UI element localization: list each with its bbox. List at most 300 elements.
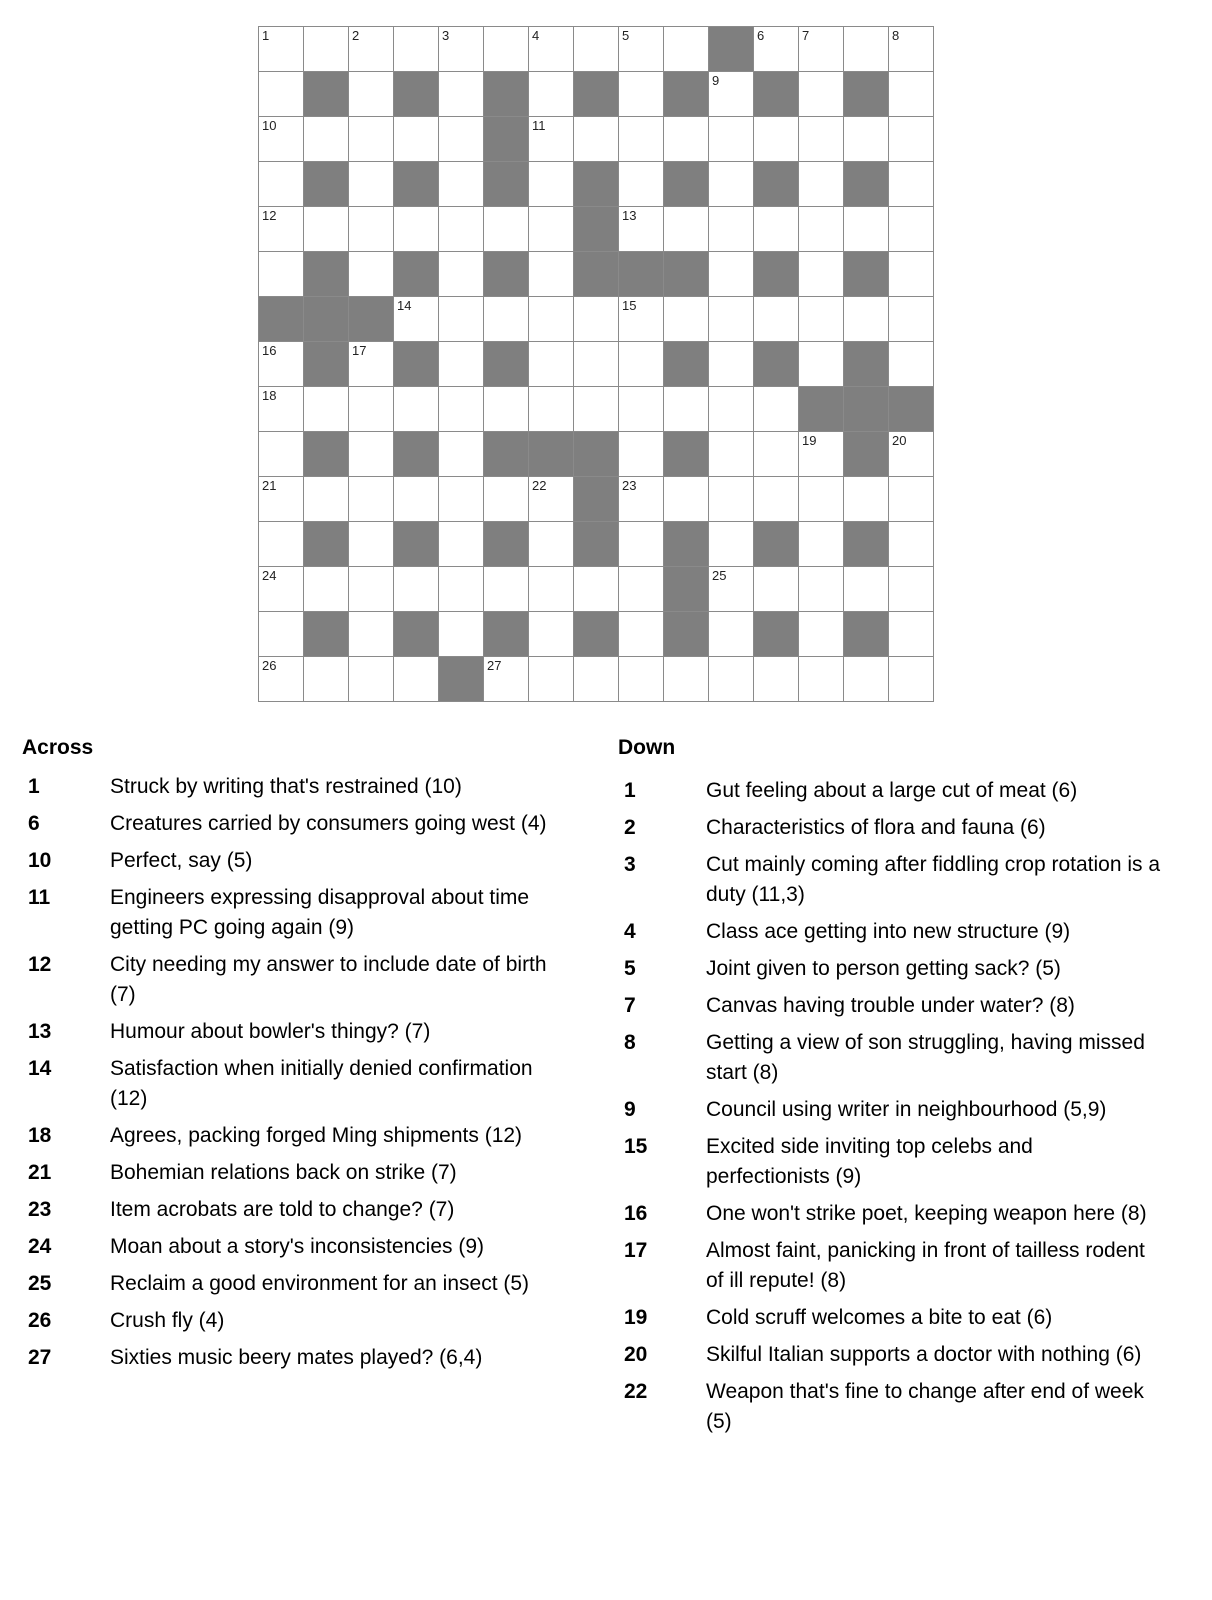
grid-cell[interactable] bbox=[754, 477, 799, 522]
grid-cell[interactable] bbox=[259, 522, 304, 567]
grid-cell[interactable] bbox=[529, 72, 574, 117]
grid-cell[interactable] bbox=[844, 567, 889, 612]
grid-cell[interactable] bbox=[529, 162, 574, 207]
grid-cell[interactable] bbox=[754, 297, 799, 342]
grid-cell[interactable] bbox=[259, 387, 304, 432]
grid-cell[interactable] bbox=[529, 387, 574, 432]
grid-cell[interactable] bbox=[664, 297, 709, 342]
grid-cell[interactable] bbox=[439, 522, 484, 567]
grid-cell[interactable] bbox=[889, 432, 934, 477]
grid-cell[interactable] bbox=[439, 567, 484, 612]
down-clue[interactable] bbox=[618, 1199, 1162, 1229]
grid-cell[interactable] bbox=[529, 207, 574, 252]
black-square bbox=[574, 162, 619, 207]
cell-number: 3 bbox=[442, 28, 450, 43]
across-clue[interactable] bbox=[22, 1306, 550, 1336]
grid-cell[interactable] bbox=[439, 252, 484, 297]
clue-number: 1 bbox=[624, 779, 636, 802]
grid-cell[interactable] bbox=[304, 567, 349, 612]
clue-text: Humour about bowler's thingy? (7) bbox=[110, 1020, 431, 1043]
black-square bbox=[304, 432, 349, 477]
grid-cell[interactable] bbox=[799, 657, 844, 702]
across-clue[interactable] bbox=[22, 846, 550, 876]
cell-number: 27 bbox=[487, 658, 502, 673]
grid-cell[interactable] bbox=[799, 252, 844, 297]
grid-cell[interactable] bbox=[754, 117, 799, 162]
grid-cell[interactable] bbox=[304, 477, 349, 522]
clue-number: 22 bbox=[624, 1380, 648, 1403]
grid-cell[interactable] bbox=[754, 27, 799, 72]
grid-row bbox=[259, 342, 934, 387]
grid-cell[interactable] bbox=[844, 477, 889, 522]
grid-cell[interactable] bbox=[349, 387, 394, 432]
grid-cell[interactable] bbox=[709, 387, 754, 432]
black-square bbox=[304, 342, 349, 387]
grid-cell[interactable] bbox=[484, 657, 529, 702]
grid-cell[interactable] bbox=[799, 72, 844, 117]
grid-cell[interactable] bbox=[259, 567, 304, 612]
black-square bbox=[394, 612, 439, 657]
cell-number: 1 bbox=[262, 28, 270, 43]
black-square bbox=[754, 522, 799, 567]
black-square bbox=[484, 522, 529, 567]
down-clue[interactable] bbox=[618, 776, 1162, 806]
clue-text: Joint given to person getting sack? (5) bbox=[706, 957, 1061, 980]
grid-cell[interactable] bbox=[349, 657, 394, 702]
cell-number: 8 bbox=[892, 28, 900, 43]
black-square bbox=[574, 612, 619, 657]
clue-text: Weapon that's fine to change after end of week (5) bbox=[706, 1380, 1144, 1433]
clue-text: City needing my answer to include date of birth (7) bbox=[110, 953, 547, 1006]
grid-cell[interactable] bbox=[394, 207, 439, 252]
grid-cell[interactable] bbox=[304, 387, 349, 432]
grid-cell[interactable] bbox=[349, 72, 394, 117]
grid-cell[interactable] bbox=[394, 387, 439, 432]
grid-cell[interactable] bbox=[754, 387, 799, 432]
cell-number: 20 bbox=[892, 433, 907, 448]
grid-cell[interactable] bbox=[799, 162, 844, 207]
grid-cell[interactable] bbox=[349, 207, 394, 252]
black-square bbox=[799, 387, 844, 432]
black-square bbox=[394, 522, 439, 567]
grid-cell[interactable] bbox=[889, 342, 934, 387]
clue-number: 18 bbox=[28, 1124, 52, 1147]
grid-cell[interactable] bbox=[484, 297, 529, 342]
across-clue[interactable] bbox=[22, 1054, 550, 1114]
grid-cell[interactable] bbox=[304, 207, 349, 252]
grid-cell[interactable] bbox=[349, 477, 394, 522]
down-clue[interactable] bbox=[618, 1303, 1162, 1333]
crossword-grid bbox=[258, 26, 934, 702]
black-square bbox=[619, 252, 664, 297]
grid-cell[interactable] bbox=[799, 27, 844, 72]
clue-text: Excited side inviting top celebs and perfectionists (9) bbox=[706, 1135, 1033, 1188]
cell-number: 23 bbox=[622, 478, 637, 493]
grid-cell[interactable] bbox=[799, 207, 844, 252]
grid-cell[interactable] bbox=[394, 477, 439, 522]
across-clue[interactable] bbox=[22, 1232, 550, 1262]
cell-number: 10 bbox=[262, 118, 277, 133]
grid-cell[interactable] bbox=[709, 477, 754, 522]
across-clue[interactable] bbox=[22, 1017, 550, 1047]
down-clue-list bbox=[618, 776, 1162, 1444]
cell-number: 5 bbox=[622, 28, 630, 43]
grid-cell[interactable] bbox=[664, 477, 709, 522]
clue-number: 11 bbox=[28, 886, 51, 909]
grid-cell[interactable] bbox=[889, 27, 934, 72]
grid-cell[interactable] bbox=[664, 657, 709, 702]
grid-cell[interactable] bbox=[484, 477, 529, 522]
cell-number: 24 bbox=[262, 568, 277, 583]
grid-cell[interactable] bbox=[529, 252, 574, 297]
grid-cell[interactable] bbox=[889, 612, 934, 657]
grid-cell[interactable] bbox=[529, 477, 574, 522]
grid-row bbox=[259, 297, 934, 342]
black-square bbox=[574, 432, 619, 477]
black-square bbox=[754, 72, 799, 117]
grid-cell[interactable] bbox=[574, 342, 619, 387]
grid-cell[interactable] bbox=[349, 342, 394, 387]
clue-number: 24 bbox=[28, 1235, 52, 1258]
grid-cell[interactable] bbox=[349, 432, 394, 477]
grid-cell[interactable] bbox=[844, 27, 889, 72]
grid-cell[interactable] bbox=[799, 297, 844, 342]
grid-cell[interactable] bbox=[349, 162, 394, 207]
cell-number: 11 bbox=[532, 118, 546, 133]
grid-cell[interactable] bbox=[349, 117, 394, 162]
clue-text: Perfect, say (5) bbox=[110, 849, 253, 872]
clue-number: 21 bbox=[28, 1161, 52, 1184]
grid-cell[interactable] bbox=[574, 657, 619, 702]
down-clue[interactable] bbox=[618, 1340, 1162, 1370]
black-square bbox=[844, 612, 889, 657]
clue-number: 16 bbox=[624, 1202, 648, 1225]
clue-number: 9 bbox=[624, 1098, 636, 1121]
black-square bbox=[484, 162, 529, 207]
clue-text: Class ace getting into new structure (9) bbox=[706, 920, 1071, 943]
grid-cell[interactable] bbox=[889, 477, 934, 522]
black-square bbox=[754, 342, 799, 387]
black-square bbox=[394, 432, 439, 477]
grid-cell[interactable] bbox=[304, 27, 349, 72]
grid-cell[interactable] bbox=[889, 522, 934, 567]
grid-cell[interactable] bbox=[259, 252, 304, 297]
down-clue[interactable] bbox=[618, 1377, 1162, 1437]
clue-number: 26 bbox=[28, 1309, 52, 1332]
grid-cell[interactable] bbox=[619, 342, 664, 387]
grid-cell[interactable] bbox=[259, 342, 304, 387]
grid-cell[interactable] bbox=[394, 657, 439, 702]
down-clue[interactable] bbox=[618, 954, 1162, 984]
grid-cell[interactable] bbox=[439, 612, 484, 657]
grid-cell[interactable] bbox=[574, 567, 619, 612]
clue-text: Reclaim a good environment for an insect (5) bbox=[110, 1272, 530, 1295]
grid-cell[interactable] bbox=[619, 27, 664, 72]
clue-number: 5 bbox=[624, 957, 636, 980]
grid-cell[interactable] bbox=[664, 207, 709, 252]
down-clue[interactable] bbox=[618, 991, 1162, 1021]
clue-text: Cold scruff welcomes a bite to eat (6) bbox=[706, 1306, 1053, 1329]
clue-number: 4 bbox=[624, 920, 636, 943]
clue-text: Gut feeling about a large cut of meat (6) bbox=[706, 779, 1078, 802]
grid-cell[interactable] bbox=[439, 297, 484, 342]
grid-cell[interactable] bbox=[619, 477, 664, 522]
black-square bbox=[394, 162, 439, 207]
grid-cell[interactable] bbox=[439, 162, 484, 207]
grid-cell[interactable] bbox=[529, 27, 574, 72]
cell-number: 13 bbox=[622, 208, 637, 223]
grid-cell[interactable] bbox=[349, 252, 394, 297]
grid-cell[interactable] bbox=[439, 342, 484, 387]
grid-row bbox=[259, 612, 934, 657]
grid-cell[interactable] bbox=[889, 252, 934, 297]
grid-cell[interactable] bbox=[889, 657, 934, 702]
grid-cell[interactable] bbox=[709, 207, 754, 252]
black-square bbox=[709, 27, 754, 72]
grid-cell[interactable] bbox=[529, 612, 574, 657]
grid-cell[interactable] bbox=[394, 297, 439, 342]
grid-cell[interactable] bbox=[799, 567, 844, 612]
black-square bbox=[664, 522, 709, 567]
grid-cell[interactable] bbox=[484, 207, 529, 252]
grid-cell[interactable] bbox=[799, 342, 844, 387]
across-clue[interactable] bbox=[22, 1343, 550, 1373]
grid-cell[interactable] bbox=[619, 657, 664, 702]
grid-row bbox=[259, 252, 934, 297]
down-clue[interactable] bbox=[618, 1132, 1162, 1192]
grid-row bbox=[259, 522, 934, 567]
clue-number: 7 bbox=[624, 994, 636, 1017]
clue-number: 25 bbox=[28, 1272, 52, 1295]
grid-cell[interactable] bbox=[529, 342, 574, 387]
grid-cell[interactable] bbox=[259, 27, 304, 72]
black-square bbox=[754, 162, 799, 207]
black-square bbox=[889, 387, 934, 432]
grid-cell[interactable] bbox=[709, 432, 754, 477]
grid-cell[interactable] bbox=[574, 297, 619, 342]
cell-number: 19 bbox=[802, 433, 817, 448]
clue-number: 19 bbox=[624, 1306, 648, 1329]
down-clue[interactable] bbox=[618, 813, 1162, 843]
clue-text: Bohemian relations back on strike (7) bbox=[110, 1161, 457, 1184]
grid-cell[interactable] bbox=[619, 432, 664, 477]
grid-cell[interactable] bbox=[664, 27, 709, 72]
grid-cell[interactable] bbox=[754, 432, 799, 477]
grid-cell[interactable] bbox=[619, 207, 664, 252]
grid-cell[interactable] bbox=[619, 117, 664, 162]
grid-cell[interactable] bbox=[439, 207, 484, 252]
black-square bbox=[484, 117, 529, 162]
black-square bbox=[349, 297, 394, 342]
grid-cell[interactable] bbox=[529, 522, 574, 567]
down-clue[interactable] bbox=[618, 850, 1162, 910]
grid-cell[interactable] bbox=[709, 72, 754, 117]
grid-cell[interactable] bbox=[709, 162, 754, 207]
down-heading: Down bbox=[618, 736, 676, 759]
clue-text: Engineers expressing disapproval about time getting PC going again (9) bbox=[110, 886, 530, 939]
down-clue[interactable] bbox=[618, 1095, 1162, 1125]
cell-number: 22 bbox=[532, 478, 547, 493]
across-clue[interactable] bbox=[22, 1121, 550, 1151]
across-clue[interactable] bbox=[22, 1269, 550, 1299]
grid-cell[interactable] bbox=[889, 72, 934, 117]
grid-cell[interactable] bbox=[619, 522, 664, 567]
grid-cell[interactable] bbox=[349, 522, 394, 567]
grid-cell[interactable] bbox=[619, 72, 664, 117]
grid-row bbox=[259, 567, 934, 612]
grid-cell[interactable] bbox=[394, 567, 439, 612]
grid-cell[interactable] bbox=[394, 117, 439, 162]
grid-cell[interactable] bbox=[259, 477, 304, 522]
grid-cell[interactable] bbox=[889, 117, 934, 162]
grid-cell[interactable] bbox=[844, 297, 889, 342]
grid-cell[interactable] bbox=[349, 567, 394, 612]
grid-cell[interactable] bbox=[889, 297, 934, 342]
grid-cell[interactable] bbox=[619, 612, 664, 657]
black-square bbox=[484, 612, 529, 657]
down-clue[interactable] bbox=[618, 1028, 1162, 1088]
grid-cell[interactable] bbox=[484, 387, 529, 432]
grid-row bbox=[259, 477, 934, 522]
across-clue[interactable] bbox=[22, 950, 550, 1010]
black-square bbox=[844, 432, 889, 477]
grid-cell[interactable] bbox=[754, 657, 799, 702]
grid-cell[interactable] bbox=[889, 162, 934, 207]
grid-cell[interactable] bbox=[484, 27, 529, 72]
clue-number: 12 bbox=[28, 953, 52, 976]
grid-cell[interactable] bbox=[439, 72, 484, 117]
clue-number: 2 bbox=[624, 816, 636, 839]
grid-cell[interactable] bbox=[304, 117, 349, 162]
grid-cell[interactable] bbox=[529, 117, 574, 162]
grid-cell[interactable] bbox=[259, 162, 304, 207]
black-square bbox=[754, 612, 799, 657]
grid-cell[interactable] bbox=[709, 252, 754, 297]
clue-number: 6 bbox=[28, 812, 40, 835]
grid-cell[interactable] bbox=[844, 207, 889, 252]
grid-cell[interactable] bbox=[799, 432, 844, 477]
clue-number: 23 bbox=[28, 1198, 52, 1221]
grid-cell[interactable] bbox=[619, 567, 664, 612]
grid-cell[interactable] bbox=[259, 117, 304, 162]
black-square bbox=[664, 567, 709, 612]
clue-text: Getting a view of son struggling, having missed start (8) bbox=[706, 1031, 1145, 1084]
grid-cell[interactable] bbox=[844, 117, 889, 162]
down-clue[interactable] bbox=[618, 917, 1162, 947]
grid-cell[interactable] bbox=[259, 432, 304, 477]
black-square bbox=[844, 162, 889, 207]
across-clue[interactable] bbox=[22, 809, 550, 839]
grid-cell[interactable] bbox=[529, 567, 574, 612]
cell-number: 26 bbox=[262, 658, 277, 673]
black-square bbox=[664, 72, 709, 117]
grid-cell[interactable] bbox=[259, 72, 304, 117]
black-square bbox=[484, 342, 529, 387]
grid-cell[interactable] bbox=[799, 612, 844, 657]
black-square bbox=[754, 252, 799, 297]
grid-cell[interactable] bbox=[439, 117, 484, 162]
across-clue[interactable] bbox=[22, 1158, 550, 1188]
grid-cell[interactable] bbox=[844, 657, 889, 702]
clue-number: 20 bbox=[624, 1343, 648, 1366]
grid-cell[interactable] bbox=[574, 27, 619, 72]
grid-cell[interactable] bbox=[709, 297, 754, 342]
grid-cell[interactable] bbox=[439, 477, 484, 522]
grid-cell[interactable] bbox=[619, 162, 664, 207]
grid-cell[interactable] bbox=[664, 387, 709, 432]
grid-cell[interactable] bbox=[439, 432, 484, 477]
grid-cell[interactable] bbox=[664, 117, 709, 162]
grid-cell[interactable] bbox=[529, 657, 574, 702]
clue-text: Satisfaction when initially denied confirmation (12) bbox=[110, 1057, 533, 1110]
black-square bbox=[529, 432, 574, 477]
black-square bbox=[844, 387, 889, 432]
grid-cell[interactable] bbox=[394, 27, 439, 72]
grid-cell[interactable] bbox=[709, 657, 754, 702]
black-square bbox=[664, 342, 709, 387]
black-square bbox=[844, 252, 889, 297]
clue-number: 17 bbox=[624, 1239, 648, 1262]
grid-cell[interactable] bbox=[619, 387, 664, 432]
grid-cell[interactable] bbox=[259, 612, 304, 657]
grid-cell[interactable] bbox=[349, 27, 394, 72]
black-square bbox=[484, 432, 529, 477]
grid-cell[interactable] bbox=[709, 117, 754, 162]
black-square bbox=[304, 162, 349, 207]
clue-text: Skilful Italian supports a doctor with nothing (6) bbox=[706, 1343, 1142, 1366]
grid-cell[interactable] bbox=[304, 657, 349, 702]
grid-cell[interactable] bbox=[889, 567, 934, 612]
across-clue[interactable] bbox=[22, 883, 550, 943]
grid-cell[interactable] bbox=[754, 207, 799, 252]
grid-cell[interactable] bbox=[259, 207, 304, 252]
cell-number: 7 bbox=[802, 28, 810, 43]
grid-cell[interactable] bbox=[349, 612, 394, 657]
grid-cell[interactable] bbox=[574, 387, 619, 432]
black-square bbox=[394, 342, 439, 387]
grid-cell[interactable] bbox=[439, 27, 484, 72]
grid-cell[interactable] bbox=[754, 567, 799, 612]
black-square bbox=[574, 477, 619, 522]
grid-cell[interactable] bbox=[259, 657, 304, 702]
grid-cell[interactable] bbox=[484, 567, 529, 612]
black-square bbox=[664, 612, 709, 657]
grid-cell[interactable] bbox=[889, 207, 934, 252]
grid-row bbox=[259, 27, 934, 72]
grid-cell[interactable] bbox=[709, 522, 754, 567]
grid-cell[interactable] bbox=[709, 342, 754, 387]
grid-cell[interactable] bbox=[709, 567, 754, 612]
grid-cell[interactable] bbox=[799, 117, 844, 162]
clue-text: Characteristics of flora and fauna (6) bbox=[706, 816, 1046, 839]
grid-cell[interactable] bbox=[799, 477, 844, 522]
clue-text: Cut mainly coming after fiddling crop rotation is a duty (11,3) bbox=[706, 853, 1161, 906]
down-clue[interactable] bbox=[618, 1236, 1162, 1296]
grid-cell[interactable] bbox=[439, 387, 484, 432]
cell-number: 6 bbox=[757, 28, 765, 43]
cell-number: 14 bbox=[397, 298, 412, 313]
grid-cell[interactable] bbox=[619, 297, 664, 342]
black-square bbox=[394, 72, 439, 117]
across-clue[interactable] bbox=[22, 772, 550, 802]
cell-number: 17 bbox=[352, 343, 367, 358]
grid-cell[interactable] bbox=[529, 297, 574, 342]
grid-cell[interactable] bbox=[574, 117, 619, 162]
cell-number: 4 bbox=[532, 28, 540, 43]
across-clue[interactable] bbox=[22, 1195, 550, 1225]
grid-cell[interactable] bbox=[709, 612, 754, 657]
grid-cell[interactable] bbox=[799, 522, 844, 567]
